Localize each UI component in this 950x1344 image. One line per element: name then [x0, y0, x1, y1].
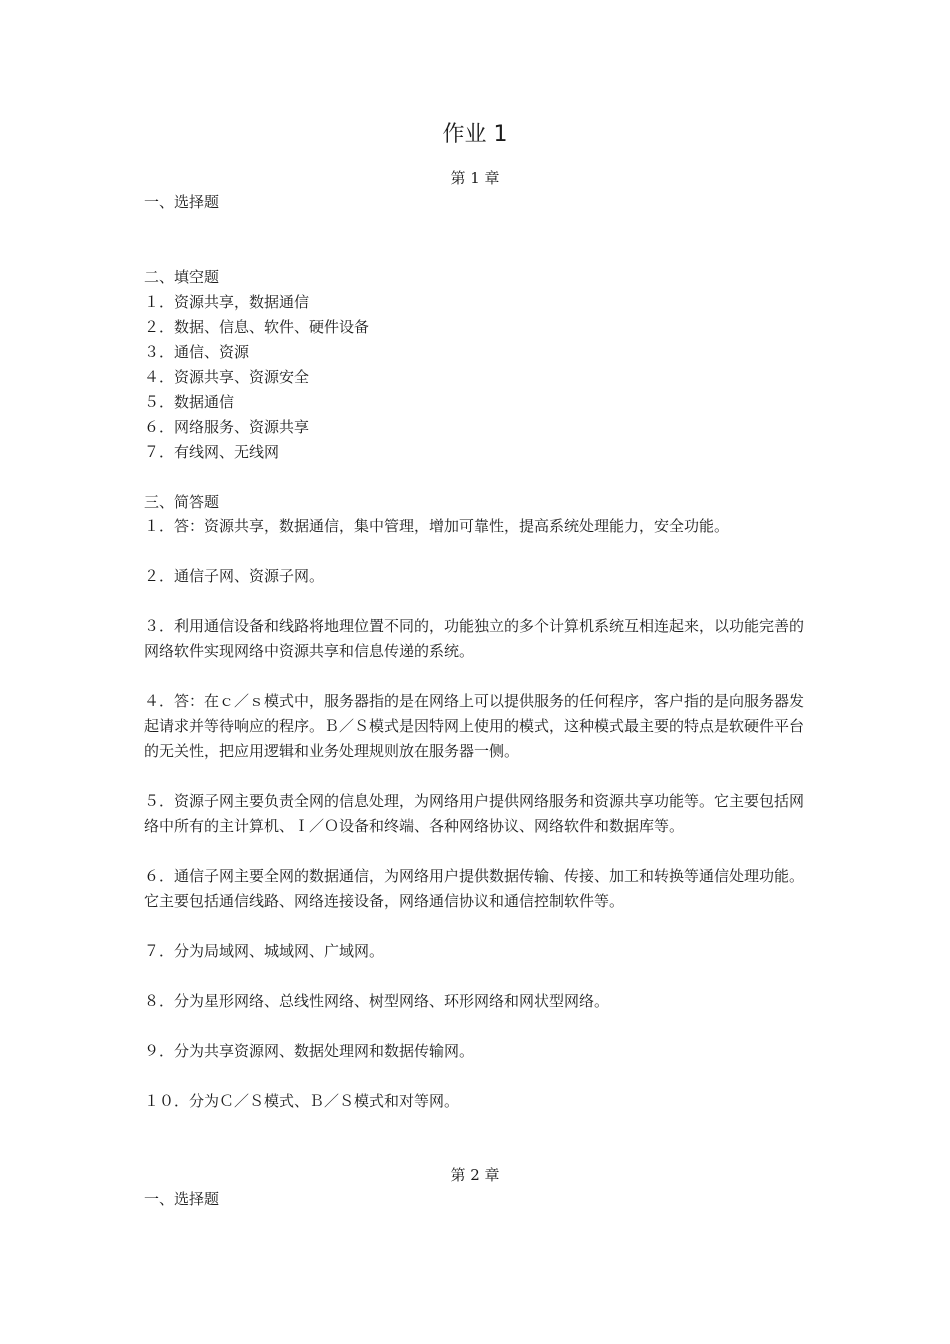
fill-item: ５．数据通信: [144, 393, 235, 411]
section-short-answer-heading: 三、简答题: [144, 493, 220, 511]
chapter-2-heading: 第 2 章: [450, 1166, 500, 1184]
answer-item: １．答：资源共享，数据通信，集中管理，增加可靠性，提高系统处理能力，安全功能。: [144, 517, 730, 535]
answer-item: ６．通信子网主要全网的数据通信，为网络用户提供数据传输、传接、加工和转换等通信处理功能。它主要包括通信线路、网络连接设备，网络通信协议和通信控制软件等。: [144, 867, 805, 910]
answer-item: ５．资源子网主要负责全网的信息处理，为网络用户提供网络服务和资源共享功能等。它主要包括网络中所有的主计算机、Ｉ／Ｏ设备和终端、各种网络协议、网络软件和数据库等。: [144, 792, 805, 835]
answer-item: ７．分为局域网、城域网、广域网。: [144, 942, 385, 960]
document-title: 作业 1: [442, 122, 508, 147]
section-choice-heading: 一、选择题: [144, 193, 220, 211]
chapter-2-section-choice-heading: 一、选择题: [144, 1190, 220, 1208]
answer-item: ４．答：在ｃ／ｓ模式中，服务器指的是在网络上可以提供服务的任何程序，客户指的是向服务器发起请求并等待响应的程序。Ｂ／Ｓ模式是因特网上使用的模式，这种模式最主要的特点是软硬件平台的无关性，把应用逻辑和业务处理规则放在服务器一侧。: [144, 692, 805, 760]
fill-item: ２．数据、信息、软件、硬件设备: [144, 318, 370, 336]
answer-item: ３．利用通信设备和线路将地理位置不同的，功能独立的多个计算机系统互相连起来，以功能完善的网络软件实现网络中资源共享和信息传递的系统。: [144, 617, 805, 660]
fill-item: １．资源共享，数据通信: [144, 293, 310, 311]
chapter-1-heading: 第 1 章: [450, 169, 500, 187]
fill-item: ３．通信、资源: [144, 343, 250, 361]
fill-item: ６．网络服务、资源共享: [144, 418, 310, 436]
answer-item: ２．通信子网、资源子网。: [144, 567, 325, 585]
answer-item: ８．分为星形网络、总线性网络、树型网络、环形网络和网状型网络。: [144, 992, 610, 1010]
fill-item: ４．资源共享、资源安全: [144, 368, 310, 386]
answer-item: １０．分为Ｃ／Ｓ模式、Ｂ／Ｓ模式和对等网。: [144, 1092, 460, 1110]
fill-item: ７．有线网、无线网: [144, 443, 280, 461]
answer-item: ９．分为共享资源网、数据处理网和数据传输网。: [144, 1042, 475, 1060]
section-fill-heading: 二、填空题: [144, 268, 220, 286]
